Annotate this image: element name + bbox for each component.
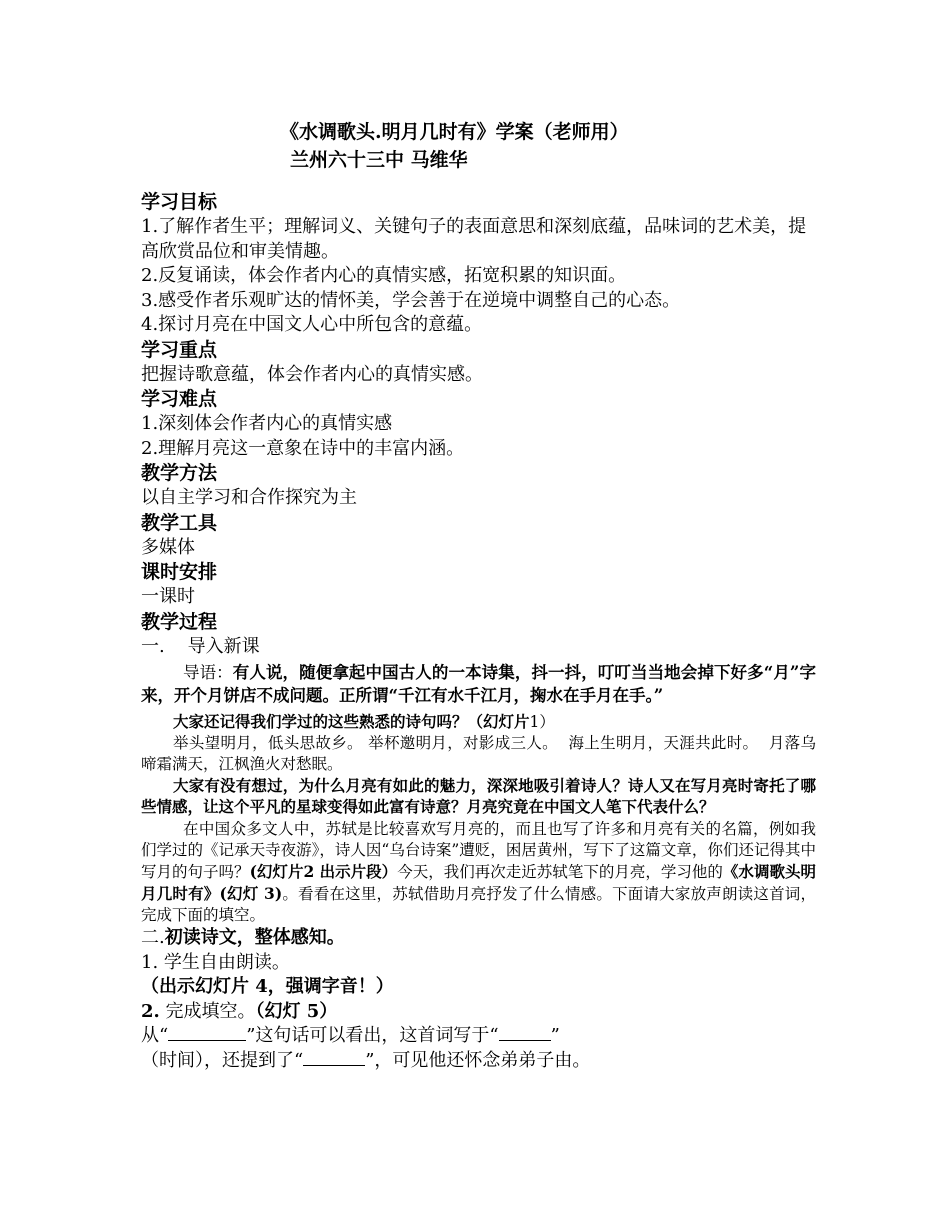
difficulty-item: 2.理解月亮这一意象在诗中的丰富内涵。 — [141, 437, 465, 459]
fill-blank-line-2 — [141, 1049, 816, 1074]
slide-1-ref: 1） — [529, 713, 555, 731]
goals-heading: 学习目标 — [141, 191, 218, 213]
slide-4-note: （出示幻灯片 4，强调字音！） — [141, 976, 394, 997]
fill-text-a: 从“ — [141, 1025, 169, 1046]
fill-text-e: ”，可见他还怀念弟弟子由。 — [365, 1049, 591, 1071]
question-1 — [141, 711, 816, 733]
intro-paragraph — [141, 661, 816, 707]
section2-heading — [141, 926, 816, 951]
schedule-text: 一课时 — [141, 586, 195, 607]
schedule-heading: 课时安排 — [141, 561, 218, 583]
method-text: 以自主学习和合作探究为主 — [141, 487, 357, 508]
slide-5-ref: （幻灯 5） — [255, 1000, 338, 1022]
process-heading: 教学过程 — [141, 610, 218, 633]
goal-item: 4.探讨月亮在中国文人心中所包含的意蕴。 — [141, 314, 483, 335]
fill-text-d: （时间），还提到了“ — [141, 1049, 304, 1071]
section2-item-1: 1. 学生自由朗读。 — [141, 951, 290, 973]
key-points-heading: 学习重点 — [141, 338, 218, 361]
difficulty-item: 1.深刻体会作者内心的真情实感 — [141, 413, 393, 434]
method-heading: 教学方法 — [141, 462, 218, 484]
goal-item: 3.感受作者乐观旷达的情怀美，学会善于在逆境中调整自己的心态。 — [141, 289, 681, 311]
section2-item-2 — [141, 1000, 816, 1025]
fill-blank-3[interactable] — [303, 1049, 365, 1066]
goal-item: 2.反复诵读，体会作者内心的真情实感，拓宽积累的知识面。 — [141, 265, 627, 286]
section2-title: 初读诗文，整体感知。 — [164, 927, 345, 948]
item-2-text: 完成填空。 — [159, 1000, 256, 1022]
difficulties-heading: 学习难点 — [141, 388, 218, 410]
document-title: 《水调歌头.明月几时有》学案（老师用） — [280, 121, 629, 143]
fill-blank-2[interactable] — [499, 1024, 551, 1041]
fill-text-b: ”这句话可以看出，这首词写于“ — [246, 1025, 499, 1046]
section2-number: 二. — [141, 927, 165, 948]
author-line: 兰州六十三中 马维华 — [290, 149, 468, 171]
su-shi-text-a: 在中国众多文人中，苏轼是比较喜欢写月亮的，而且也写了许多和月亮有关的名篇，例如我们学过的《记承天寺夜游》，诗人因“乌台诗案”遭贬，困居黄州，写下了这篇文章，你们还记得其中写月的句子吗？ — [141, 820, 816, 881]
question-1-text: 大家还记得我们学过的这些熟悉的诗句吗？（幻灯片 — [173, 712, 530, 731]
document-body — [141, 190, 816, 1073]
fill-text-c: ” — [550, 1025, 560, 1046]
item-2-number: 2. — [141, 1000, 160, 1022]
poem-lines: 举头望明月，低头思故乡。 举杯邀明月，对影成三人。 海上生明月，天涯共此时。 月落乌啼霜满天，江枫渔火对愁眠。 — [141, 734, 816, 773]
tools-heading: 教学工具 — [141, 511, 218, 534]
slide-2-ref: (幻灯片2 出示片段） — [249, 862, 398, 881]
su-shi-text-c: 。看看在这里，苏轼借助月亮抒发了什么情感。下面请大家放声朗读这首词，完成下面的填空。 — [141, 885, 816, 924]
fill-blank-line-1 — [141, 1024, 816, 1049]
intro-label: 导语： — [183, 663, 233, 682]
tools-text: 多媒体 — [141, 536, 195, 558]
section1-heading: 一. 导入新课 — [141, 635, 260, 657]
intro-text: 有人说，随便拿起中国古人的一本诗集，抖一抖，叮叮当当地会掉下好多“月”字来，开个月饼店不成问题。正所谓“千江有水千江月，掬水在手月在手。” — [141, 663, 817, 705]
question-2: 大家有没有想过，为什么月亮有如此的魅力，深深地吸引着诗人？诗人又在写月亮时寄托了哪些情感，让这个平凡的星球变得如此富有诗意？月亮究竟在中国文人笔下代表什么？ — [141, 776, 816, 816]
poem-title-ref: 《水调歌头明月几时有》(幻灯 3) — [141, 862, 816, 903]
key-points-text: 把握诗歌意蕴，体会作者内心的真情实感。 — [141, 363, 483, 385]
fill-blank-1[interactable] — [168, 1024, 246, 1041]
goal-item: 1.了解作者生平；理解词义、关键句子的表面意思和深刻底蕴，品味词的艺术美，提高欣赏品位和审美情趣。 — [141, 216, 807, 262]
su-shi-paragraph — [141, 819, 816, 926]
su-shi-text-b: 今天，我们再次走近苏轼笔下的月亮，学习他的 — [397, 863, 723, 881]
